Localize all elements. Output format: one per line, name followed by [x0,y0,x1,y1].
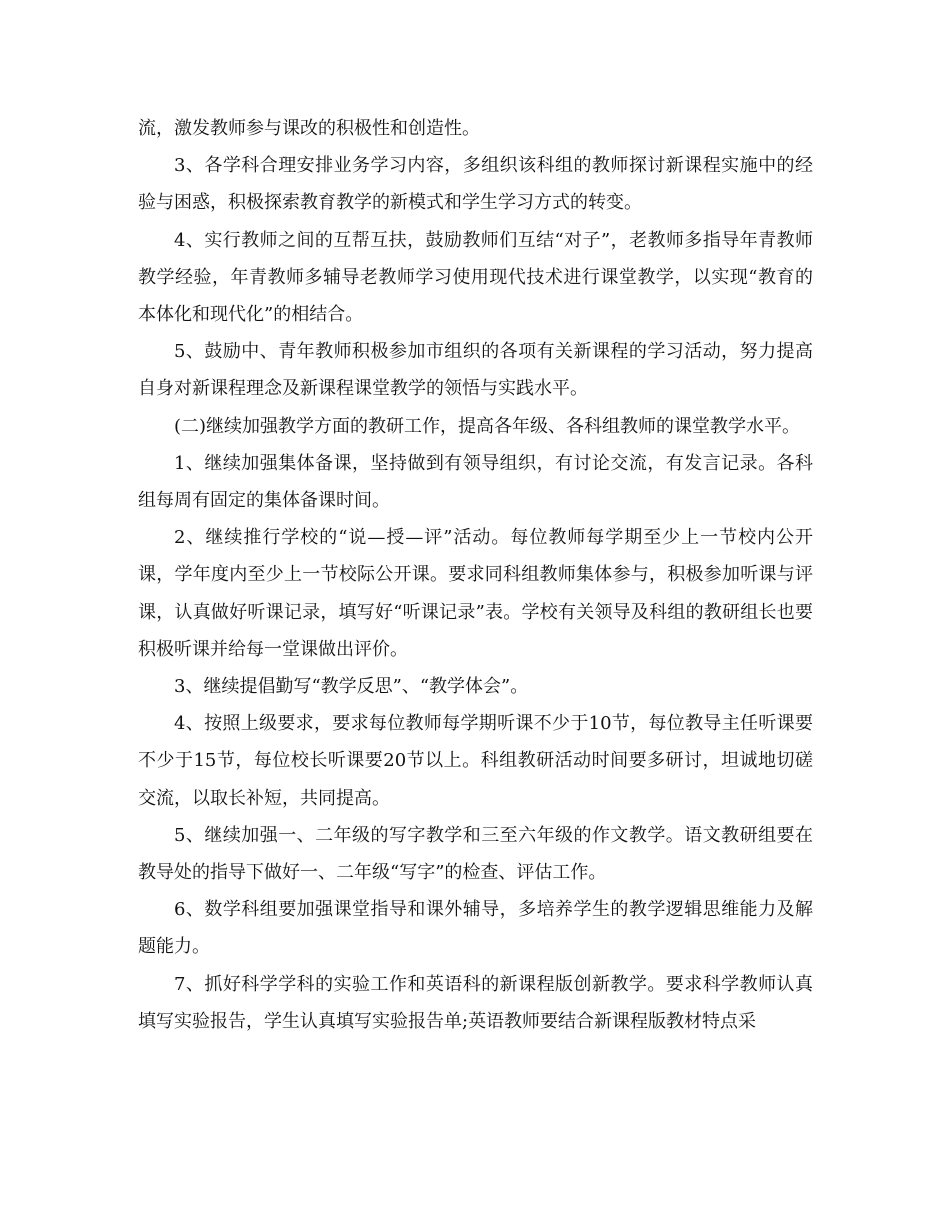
paragraph-8: 3、继续提倡勤写“教学反思”、“教学体会”。 [174,676,529,698]
paragraph-12: 7、抓好科学学科的实验工作和英语科的新课程版创新教学。要求科学教师认真填写实验报告，学生认真填写实验报告单;英语教师要结合新课程版教材特点采 [138,973,813,1032]
paragraph-2: 3、各学科合理安排业务学习内容，多组织该科组的教师探讨新课程实施中的经验与困惑，积极探索教育教学的新模式和学生学习方式的转变。 [138,155,813,214]
paragraph-6: 1、继续加强集体备课，坚持做到有领导组织，有讨论交流，有发言记录。各科组每周有固定的集体备课时间。 [138,452,813,512]
section-heading-2: (二)继续加强教学方面的教研工作，提高各年级、各科组教师的课堂教学水平。 [174,415,801,437]
paragraph-4: 5、鼓励中、青年教师积极参加市组织的各项有关新课程的学习活动，努力提高自身对新课程理念及新课程课堂教学的领悟与实践水平。 [138,341,813,400]
document-page [138,110,813,1040]
paragraph-11: 6、数学科组要加强课堂指导和课外辅导，多培养学生的教学逻辑思维能力及解题能力。 [138,899,813,958]
paragraph-1: 流，激发教师参与课改的积极性和创造性。 [138,118,480,139]
paragraph-7: 2、继续推行学校的“说—授—评”活动。每位教师每学期至少上一节校内公开课，学年度内至少上一节校际公开课。要求同科组教师集体参与，积极参加听课与评课，认真做好听课记录，填写好“听课记录”表。学校有关领导及科组的教研组长也要积极听课并给每一堂课做出评价。 [138,527,813,660]
paragraph-9: 4、按照上级要求，要求每位教师每学期听课不少于10节，每位教导主任听课要不少于15节，每位校长听课要20节以上。科组教研活动时间要多研讨，坦诚地切磋交流，以取长补短，共同提高。 [138,713,813,809]
paragraph-10: 5、继续加强一、二年级的写字教学和三至六年级的作文教学。语文教研组要在教导处的指导下做好一、二年级“写字”的检查、评估工作。 [138,824,813,884]
paragraph-3: 4、实行教师之间的互帮互扶，鼓励教师们互结“对子”，老教师多指导年青教师教学经验，年青教师多辅导老教师学习使用现代技术进行课堂教学，以实现“教育的本体化和现代化”的相结合。 [138,229,813,326]
